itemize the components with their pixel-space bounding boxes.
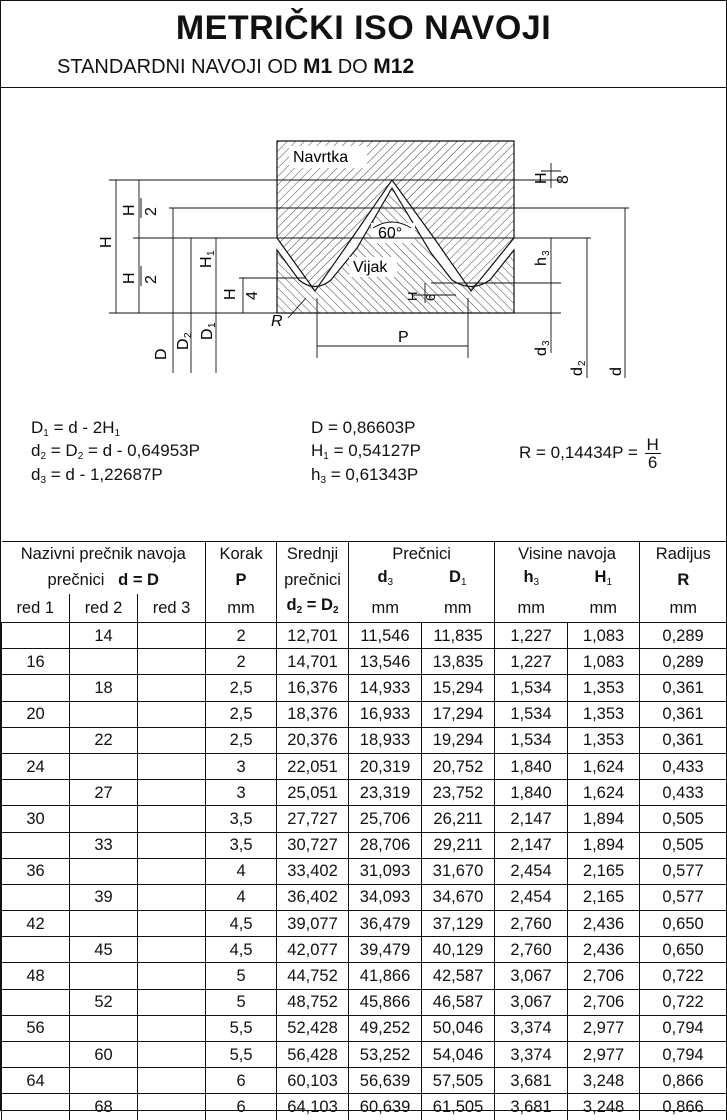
cell-red2 [70, 858, 138, 884]
cell-d2: 44,752 [277, 963, 349, 989]
header-precnici-dD: prečnici d = D [47, 571, 159, 589]
cell-red3 [138, 884, 206, 910]
header-precnici-group: Prečnici [349, 542, 495, 567]
cell-d3: 11,546 [349, 623, 422, 649]
header-D1: $D_1$ [449, 568, 467, 588]
title-block [1, 1, 726, 88]
cell-h3: 2,147 [495, 806, 568, 832]
cell-red3 [138, 753, 206, 779]
cell-red1 [2, 623, 70, 649]
cell-red1 [2, 1094, 70, 1120]
cell-red1: 42 [2, 911, 70, 937]
cell-red1: 64 [2, 1068, 70, 1094]
cell-red2: 39 [70, 884, 138, 910]
cell-red2: 52 [70, 989, 138, 1015]
table-row [2, 701, 727, 727]
cell-red1 [2, 884, 70, 910]
cell-R: 0,433 [640, 753, 727, 779]
dim-H1: H [198, 256, 215, 268]
cell-red3 [138, 1042, 206, 1068]
cell-d2: 52,428 [277, 1015, 349, 1041]
table-header [2, 542, 727, 623]
cell-d3: 39,479 [349, 937, 422, 963]
dim-H2-top-H: H [121, 204, 138, 216]
cell-h3: 3,374 [495, 1042, 568, 1068]
cell-red2: 14 [70, 623, 138, 649]
cell-pitch: 4 [206, 858, 277, 884]
cell-red3 [138, 1094, 206, 1120]
table-row [2, 649, 727, 675]
cell-red3 [138, 937, 206, 963]
cell-h3: 1,840 [495, 753, 568, 779]
cell-d2: 27,727 [277, 806, 349, 832]
cell-red2: 18 [70, 675, 138, 701]
cell-pitch: 6 [206, 1094, 277, 1120]
cell-h3: 3,067 [495, 963, 568, 989]
cell-H1: 2,977 [568, 1015, 640, 1041]
header-P: P [206, 566, 277, 594]
cell-d3: 18,933 [349, 727, 422, 753]
table-row [2, 1068, 727, 1094]
cell-R: 0,361 [640, 675, 727, 701]
dim-D: D [153, 348, 170, 360]
cell-pitch: 3 [206, 780, 277, 806]
subtitle-to: M12 [373, 55, 415, 78]
cell-pitch: 3,5 [206, 806, 277, 832]
cell-red3 [138, 1015, 206, 1041]
cell-R: 0,650 [640, 937, 727, 963]
cell-H1: 1,624 [568, 753, 640, 779]
cell-h3: 1,227 [495, 649, 568, 675]
cell-d3: 13,546 [349, 649, 422, 675]
header-mm: mm [568, 594, 640, 623]
formula-d3: $d_3 = d - 1,22687P$ [31, 465, 163, 486]
cell-d2: 22,051 [277, 753, 349, 779]
cell-R: 0,289 [640, 649, 727, 675]
cell-red3 [138, 1068, 206, 1094]
cell-red2: 60 [70, 1042, 138, 1068]
cell-pitch: 5,5 [206, 1042, 277, 1068]
cell-red2: 68 [70, 1094, 138, 1120]
cell-red2 [70, 1068, 138, 1094]
table-row [2, 858, 727, 884]
dim-D1: D [199, 328, 216, 340]
table-row [2, 884, 727, 910]
table-row [2, 937, 727, 963]
header-d2-D2: $d_2 = D_2$ [277, 594, 349, 623]
cell-d2: 39,077 [277, 911, 349, 937]
cell-d2: 16,376 [277, 675, 349, 701]
formula-d2: $d_2 = D_2 = d - 0,64953P$ [31, 441, 200, 462]
formula-R: R = 0,14434P = $\frac{H}{6}$ [519, 435, 659, 472]
cell-d2: 60,103 [277, 1068, 349, 1094]
cell-D1: 46,587 [422, 989, 495, 1015]
table-row [2, 911, 727, 937]
cell-d2: 25,051 [277, 780, 349, 806]
cell-d3: 34,093 [349, 884, 422, 910]
formula-D1: $D_1 = d - 2H_1$ [31, 418, 121, 439]
cell-H1: 2,436 [568, 911, 640, 937]
header-radijus: Radijus [640, 542, 727, 567]
cell-H1: 1,083 [568, 623, 640, 649]
cell-h3: 1,534 [495, 701, 568, 727]
cell-red2: 22 [70, 727, 138, 753]
cell-R: 0,577 [640, 858, 727, 884]
cell-R: 0,866 [640, 1068, 727, 1094]
table-row [2, 1042, 727, 1068]
radius-label: R [271, 313, 283, 330]
cell-red3 [138, 675, 206, 701]
dim-D1-sub: 1 [207, 322, 218, 328]
page-title: METRIČKI ISO NAVOJI [175, 9, 552, 47]
cell-pitch: 6 [206, 1068, 277, 1094]
cell-d3: 23,319 [349, 780, 422, 806]
table-body [2, 623, 727, 1120]
header-red1: red 1 [2, 594, 70, 623]
cell-D1: 31,670 [422, 858, 495, 884]
cell-d3: 53,252 [349, 1042, 422, 1068]
cell-d3: 49,252 [349, 1015, 422, 1041]
cell-R: 0,866 [640, 1094, 727, 1120]
cell-red2 [70, 911, 138, 937]
cell-red3 [138, 911, 206, 937]
subtitle-prefix: STANDARDNI NAVOJI OD [57, 56, 298, 78]
header-srednji-precnici: prečnici [277, 566, 349, 594]
cell-d3: 56,639 [349, 1068, 422, 1094]
cell-red2: 27 [70, 780, 138, 806]
cell-D1: 54,046 [422, 1042, 495, 1068]
dim-d2-sub: 2 [577, 360, 588, 366]
header-mm: mm [640, 594, 727, 623]
cell-pitch: 2,5 [206, 727, 277, 753]
angle-label: 60° [378, 225, 403, 242]
cell-red3 [138, 701, 206, 727]
dim-H2-top-2: 2 [143, 207, 160, 216]
cell-R: 0,433 [640, 780, 727, 806]
dim-h3: h [533, 257, 550, 266]
dim-H1-sub: 1 [206, 250, 217, 256]
cell-d2: 33,402 [277, 858, 349, 884]
cell-red1 [2, 937, 70, 963]
dim-H6-H: H [405, 291, 420, 301]
cell-d3: 36,479 [349, 911, 422, 937]
cell-R: 0,505 [640, 806, 727, 832]
cell-red3 [138, 832, 206, 858]
cell-d2: 18,376 [277, 701, 349, 727]
cell-d3: 45,866 [349, 989, 422, 1015]
cell-d2: 48,752 [277, 989, 349, 1015]
cell-H1: 3,248 [568, 1094, 640, 1120]
table-row [2, 989, 727, 1015]
table-row [2, 806, 727, 832]
cell-red1: 20 [2, 701, 70, 727]
cell-red2 [70, 649, 138, 675]
cell-pitch: 5 [206, 963, 277, 989]
cell-d2: 56,428 [277, 1042, 349, 1068]
bolt-label: Vijak [353, 259, 388, 276]
header-srednji: Srednji [277, 542, 349, 567]
dim-H2-bot-2: 2 [143, 275, 160, 284]
header-nominal: Nazivni prečnik navoja [20, 545, 186, 563]
cell-R: 0,505 [640, 832, 727, 858]
cell-D1: 50,046 [422, 1015, 495, 1041]
cell-H1: 1,083 [568, 649, 640, 675]
table-row [2, 963, 727, 989]
cell-H1: 1,353 [568, 675, 640, 701]
cell-pitch: 2,5 [206, 675, 277, 701]
cell-red2 [70, 753, 138, 779]
page-subtitle [57, 55, 414, 79]
cell-red1 [2, 1042, 70, 1068]
dim-d3-sub: 3 [541, 340, 552, 346]
cell-d3: 60,639 [349, 1094, 422, 1120]
dim-h3-sub: 3 [541, 250, 552, 256]
header-red2: red 2 [70, 594, 138, 623]
header-H1: $H_1$ [594, 568, 613, 588]
dim-H8-H: H [533, 172, 550, 184]
dim-H: H [98, 236, 115, 248]
cell-pitch: 4,5 [206, 937, 277, 963]
cell-H1: 1,353 [568, 701, 640, 727]
cell-d3: 41,866 [349, 963, 422, 989]
cell-D1: 11,835 [422, 623, 495, 649]
cell-d3: 31,093 [349, 858, 422, 884]
cell-pitch: 4 [206, 884, 277, 910]
cell-d2: 30,727 [277, 832, 349, 858]
dim-d3: d [533, 347, 550, 356]
cell-D1: 42,587 [422, 963, 495, 989]
cell-H1: 1,353 [568, 727, 640, 753]
header-korak: Korak [206, 542, 277, 567]
cell-red1: 56 [2, 1015, 70, 1041]
formula-h3: $h_3 = 0,61343P$ [311, 465, 419, 486]
cell-red3 [138, 727, 206, 753]
cell-red3 [138, 989, 206, 1015]
cell-h3: 1,227 [495, 623, 568, 649]
cell-h3: 2,454 [495, 884, 568, 910]
cell-D1: 57,505 [422, 1068, 495, 1094]
table-row [2, 1094, 727, 1120]
cell-H1: 2,436 [568, 937, 640, 963]
cell-red2 [70, 806, 138, 832]
cell-H1: 1,894 [568, 832, 640, 858]
cell-pitch: 2 [206, 649, 277, 675]
cell-pitch: 4,5 [206, 911, 277, 937]
cell-pitch: 3 [206, 753, 277, 779]
cell-red1: 16 [2, 649, 70, 675]
dim-d2: d [569, 367, 586, 376]
formula-H1: $H_1 = 0,54127P$ [311, 441, 422, 462]
cell-pitch: 5,5 [206, 1015, 277, 1041]
dim-D2: D [175, 338, 192, 350]
cell-H1: 2,165 [568, 884, 640, 910]
cell-red3 [138, 858, 206, 884]
cell-R: 0,289 [640, 623, 727, 649]
cell-red3 [138, 623, 206, 649]
cell-h3: 2,760 [495, 937, 568, 963]
cell-D1: 15,294 [422, 675, 495, 701]
cell-red3 [138, 649, 206, 675]
cell-H1: 3,248 [568, 1068, 640, 1094]
header-mm: mm [349, 594, 422, 623]
cell-d3: 20,319 [349, 753, 422, 779]
cell-R: 0,577 [640, 884, 727, 910]
cell-red3 [138, 963, 206, 989]
dim-H8-8: 8 [555, 175, 572, 184]
cell-h3: 1,534 [495, 727, 568, 753]
cell-d2: 42,077 [277, 937, 349, 963]
cell-red1 [2, 832, 70, 858]
cell-red2: 45 [70, 937, 138, 963]
formula-D: D = 0,86603P [311, 418, 416, 437]
cell-d2: 20,376 [277, 727, 349, 753]
cell-D1: 34,670 [422, 884, 495, 910]
table-row [2, 675, 727, 701]
cell-D1: 23,752 [422, 780, 495, 806]
subtitle-from: M1 [302, 55, 333, 78]
cell-D1: 17,294 [422, 701, 495, 727]
cell-d2: 12,701 [277, 623, 349, 649]
cell-h3: 3,681 [495, 1068, 568, 1094]
cell-red1: 36 [2, 858, 70, 884]
nut-label: Navrtka [293, 149, 349, 166]
cell-D1: 40,129 [422, 937, 495, 963]
cell-d2: 14,701 [277, 649, 349, 675]
cell-R: 0,794 [640, 1042, 727, 1068]
header-mm: mm [495, 594, 568, 623]
cell-red1 [2, 780, 70, 806]
cell-red1: 48 [2, 963, 70, 989]
cell-d3: 25,706 [349, 806, 422, 832]
header-d3: $d_3$ [349, 566, 422, 594]
header-h3: $h_3$ [495, 566, 568, 594]
cell-D1: 20,752 [422, 753, 495, 779]
cell-d2: 64,103 [277, 1094, 349, 1120]
table-row [2, 832, 727, 858]
cell-h3: 1,534 [495, 675, 568, 701]
subtitle-mid: DO [337, 56, 368, 78]
cell-red2 [70, 1015, 138, 1041]
header-red3: red 3 [138, 594, 206, 623]
cell-D1: 19,294 [422, 727, 495, 753]
cell-R: 0,650 [640, 911, 727, 937]
cell-h3: 2,454 [495, 858, 568, 884]
cell-H1: 2,977 [568, 1042, 640, 1068]
cell-D1: 13,835 [422, 649, 495, 675]
dim-H4-H: H [222, 288, 239, 300]
pitch-label: P [398, 329, 409, 346]
header-visine: Visine navoja [495, 542, 640, 567]
cell-R: 0,361 [640, 727, 727, 753]
cell-D1: 37,129 [422, 911, 495, 937]
cell-red3 [138, 806, 206, 832]
thread-table [1, 541, 727, 1120]
cell-H1: 1,624 [568, 780, 640, 806]
cell-R: 0,722 [640, 989, 727, 1015]
dim-D2-sub: 2 [183, 332, 194, 338]
cell-pitch: 2,5 [206, 701, 277, 727]
table-row [2, 1015, 727, 1041]
header-mm: mm [206, 594, 277, 623]
cell-red1: 24 [2, 753, 70, 779]
dim-H2-bot-H: H [121, 272, 138, 284]
cell-pitch: 3,5 [206, 832, 277, 858]
cell-h3: 1,840 [495, 780, 568, 806]
thread-profile-figure [1, 88, 726, 538]
cell-h3: 2,147 [495, 832, 568, 858]
table-row [2, 727, 727, 753]
header-R: R [640, 566, 727, 594]
dim-H6-6: 6 [423, 293, 438, 301]
cell-red1: 30 [2, 806, 70, 832]
cell-d3: 28,706 [349, 832, 422, 858]
cell-d3: 16,933 [349, 701, 422, 727]
cell-red3 [138, 780, 206, 806]
table-row [2, 623, 727, 649]
cell-d2: 36,402 [277, 884, 349, 910]
cell-red1 [2, 727, 70, 753]
cell-pitch: 5 [206, 989, 277, 1015]
table-row [2, 780, 727, 806]
cell-red2: 33 [70, 832, 138, 858]
table-row [2, 753, 727, 779]
cell-red1 [2, 989, 70, 1015]
dim-H4-4: 4 [244, 291, 261, 300]
cell-red2 [70, 701, 138, 727]
cell-H1: 2,706 [568, 963, 640, 989]
cell-h3: 3,681 [495, 1094, 568, 1120]
cell-red1 [2, 675, 70, 701]
header-mm: mm [422, 594, 495, 623]
cell-H1: 2,165 [568, 858, 640, 884]
cell-R: 0,722 [640, 963, 727, 989]
cell-h3: 2,760 [495, 911, 568, 937]
cell-H1: 2,706 [568, 989, 640, 1015]
cell-pitch: 2 [206, 623, 277, 649]
cell-h3: 3,067 [495, 989, 568, 1015]
cell-R: 0,361 [640, 701, 727, 727]
cell-red2 [70, 963, 138, 989]
cell-D1: 29,211 [422, 832, 495, 858]
cell-D1: 26,211 [422, 806, 495, 832]
cell-R: 0,794 [640, 1015, 727, 1041]
cell-d3: 14,933 [349, 675, 422, 701]
cell-D1: 61,505 [422, 1094, 495, 1120]
cell-H1: 1,894 [568, 806, 640, 832]
cell-h3: 3,374 [495, 1015, 568, 1041]
dim-d: d [608, 367, 625, 376]
